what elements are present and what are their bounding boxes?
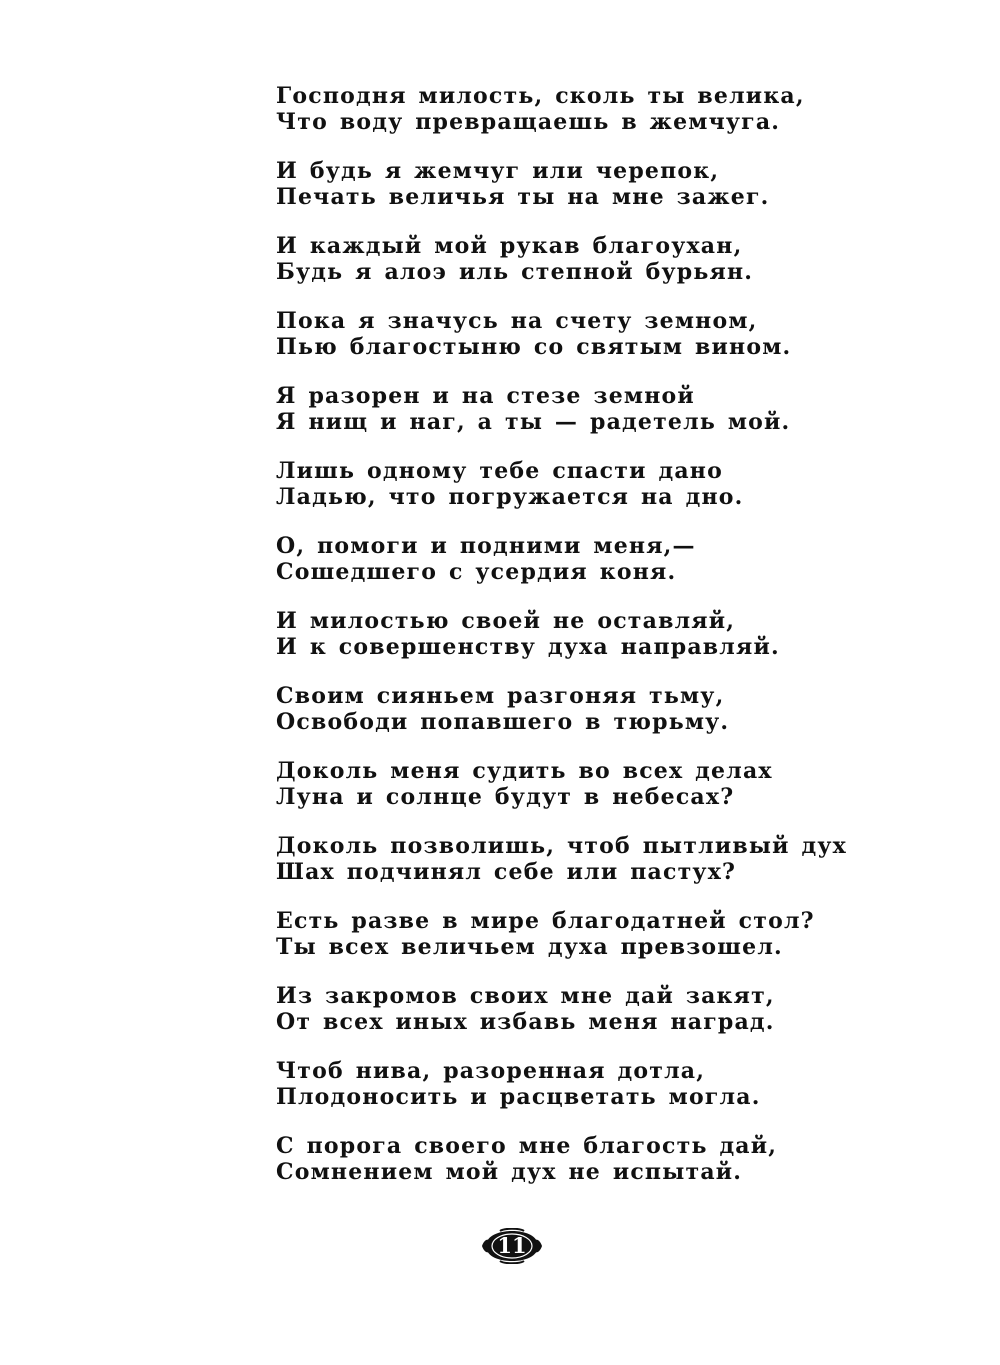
verse-line: Я нищ и наг, а ты — радетель мой. bbox=[276, 408, 791, 435]
couplet bbox=[276, 834, 916, 885]
verse-line: Что воду превращаешь в жемчуга. bbox=[276, 108, 781, 135]
verse-line: О, помоги и подними меня,— bbox=[276, 533, 696, 559]
verse-line: Из закромов своих мне дай закят, bbox=[276, 983, 775, 1009]
couplet bbox=[276, 1134, 916, 1185]
verse-line: Освободи попавшего в тюрьму. bbox=[276, 708, 730, 735]
verse-line: И к совершенству духа направляй. bbox=[276, 633, 780, 660]
verse-line: Доколь позволишь, чтоб пытливый дух bbox=[276, 833, 847, 859]
verse-line: Шах подчинял себе или пастух? bbox=[276, 858, 737, 885]
verse-line: Доколь меня судить во всех делах bbox=[276, 758, 773, 784]
couplet bbox=[276, 309, 916, 360]
verse-line: Сомнением мой дух не испытай. bbox=[276, 1158, 743, 1185]
couplet bbox=[276, 159, 916, 210]
couplet bbox=[276, 984, 916, 1035]
couplet bbox=[276, 234, 916, 285]
verse-line: Луна и солнце будут в небесах? bbox=[276, 783, 735, 810]
verse-line: Чтоб нива, разоренная дотла, bbox=[276, 1058, 706, 1084]
couplet bbox=[276, 84, 916, 135]
couplet bbox=[276, 384, 916, 435]
verse-line: Сошедшего с усердия коня. bbox=[276, 558, 677, 585]
verse-line: Есть разве в мире благодатней стол? bbox=[276, 908, 815, 934]
couplet bbox=[276, 759, 916, 810]
couplet bbox=[276, 1059, 916, 1110]
verse-line: И каждый мой рукав благоухан, bbox=[276, 233, 743, 259]
verse-line: Господня милость, сколь ты велика, bbox=[276, 83, 805, 109]
verse-line: Пью благостыню со святым вином. bbox=[276, 333, 792, 360]
verse-line: С порога своего мне благость дай, bbox=[276, 1133, 778, 1159]
couplet bbox=[276, 534, 916, 585]
couplet bbox=[276, 909, 916, 960]
couplet bbox=[276, 684, 916, 735]
verse-line: Ты всех величьем духа превзошел. bbox=[276, 933, 783, 960]
couplet bbox=[276, 609, 916, 660]
page-number: 11 bbox=[497, 1233, 527, 1258]
poem-text bbox=[276, 84, 916, 1209]
verse-line: Своим сияньем разгоняя тьму, bbox=[276, 683, 725, 709]
verse-line: Ладью, что погружается на дно. bbox=[276, 483, 744, 510]
verse-line: Пока я значусь на счету земном, bbox=[276, 308, 758, 334]
verse-line: И будь я жемчуг или черепок, bbox=[276, 158, 720, 184]
verse-line: Печать величья ты на мне зажег. bbox=[276, 183, 770, 210]
verse-line: От всех иных избавь меня наград. bbox=[276, 1008, 775, 1035]
verse-line: Будь я алоэ иль степной бурьян. bbox=[276, 258, 754, 285]
page-number-ornament bbox=[480, 1228, 544, 1264]
verse-line: Я разорен и на стезе земной bbox=[276, 383, 695, 409]
verse-line: И милостью своей не оставляй, bbox=[276, 608, 736, 634]
verse-line: Плодоносить и расцветать могла. bbox=[276, 1083, 761, 1110]
couplet bbox=[276, 459, 916, 510]
verse-line: Лишь одному тебе спасти дано bbox=[276, 458, 723, 484]
